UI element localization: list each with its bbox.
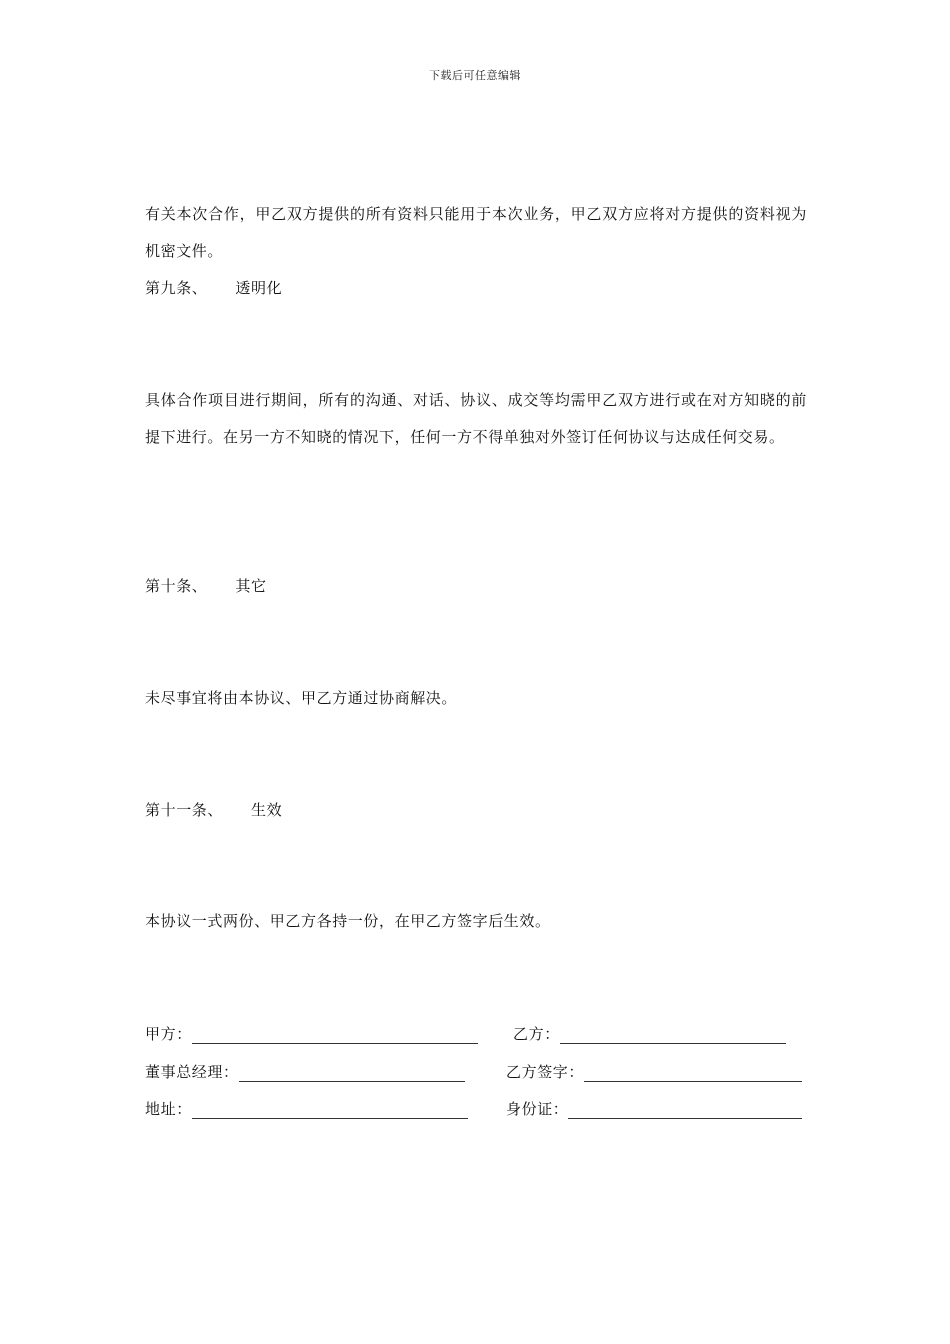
article-10-heading <box>145 575 267 597</box>
address-label: 地址： <box>145 1100 192 1118</box>
party-a-label: 甲方： <box>145 1025 192 1043</box>
address-line[interactable] <box>192 1102 468 1119</box>
id-field <box>506 1098 802 1119</box>
article-9-number: 第九条、 <box>145 279 208 297</box>
party-b-sign-line[interactable] <box>584 1065 802 1082</box>
article-11-heading <box>145 799 282 821</box>
article-11-title: 生效 <box>251 801 283 819</box>
party-a-signature-line[interactable] <box>192 1027 478 1044</box>
signature-row-details <box>145 1098 807 1122</box>
gm-signature-line[interactable] <box>239 1065 465 1082</box>
signature-row-parties <box>145 1023 807 1047</box>
party-b-sign-label: 乙方签字： <box>506 1063 585 1081</box>
signature-row-sign <box>145 1061 807 1085</box>
address-field <box>145 1098 468 1119</box>
paragraph-other: 未尽事宜将由本协议、甲乙方通过协商解决。 <box>145 689 458 707</box>
party-a-field <box>145 1023 478 1044</box>
party-b-signature-line[interactable] <box>560 1027 786 1044</box>
party-b-label: 乙方： <box>513 1025 560 1043</box>
page-header-note: 下载后可任意编辑 <box>429 69 521 82</box>
id-label: 身份证： <box>506 1100 569 1118</box>
article-10-title: 其它 <box>235 577 267 595</box>
article-9-heading <box>145 277 282 299</box>
article-9-title: 透明化 <box>235 279 283 297</box>
id-line[interactable] <box>568 1102 802 1119</box>
gm-label: 董事总经理： <box>145 1063 239 1081</box>
article-10-number: 第十条、 <box>145 577 208 595</box>
party-b-sign-field <box>506 1061 802 1082</box>
paragraph-confidentiality: 有关本次合作，甲乙双方提供的所有资料只能用于本次业务，甲乙双方应将对方提供的资料视为机密文件。 <box>145 205 807 260</box>
party-b-field <box>513 1023 786 1044</box>
article-11-number: 第十一条、 <box>145 801 224 819</box>
paragraph-transparency: 具体合作项目进行期间，所有的沟通、对话、协议、成交等均需甲乙双方进行或在对方知晓的前提下进行。在另一方不知晓的情况下，任何一方不得单独对外签订任何协议与达成任何交易。 <box>145 391 807 446</box>
paragraph-effect: 本协议一式两份、甲乙方各持一份，在甲乙方签字后生效。 <box>145 912 551 930</box>
gm-field <box>145 1061 465 1082</box>
